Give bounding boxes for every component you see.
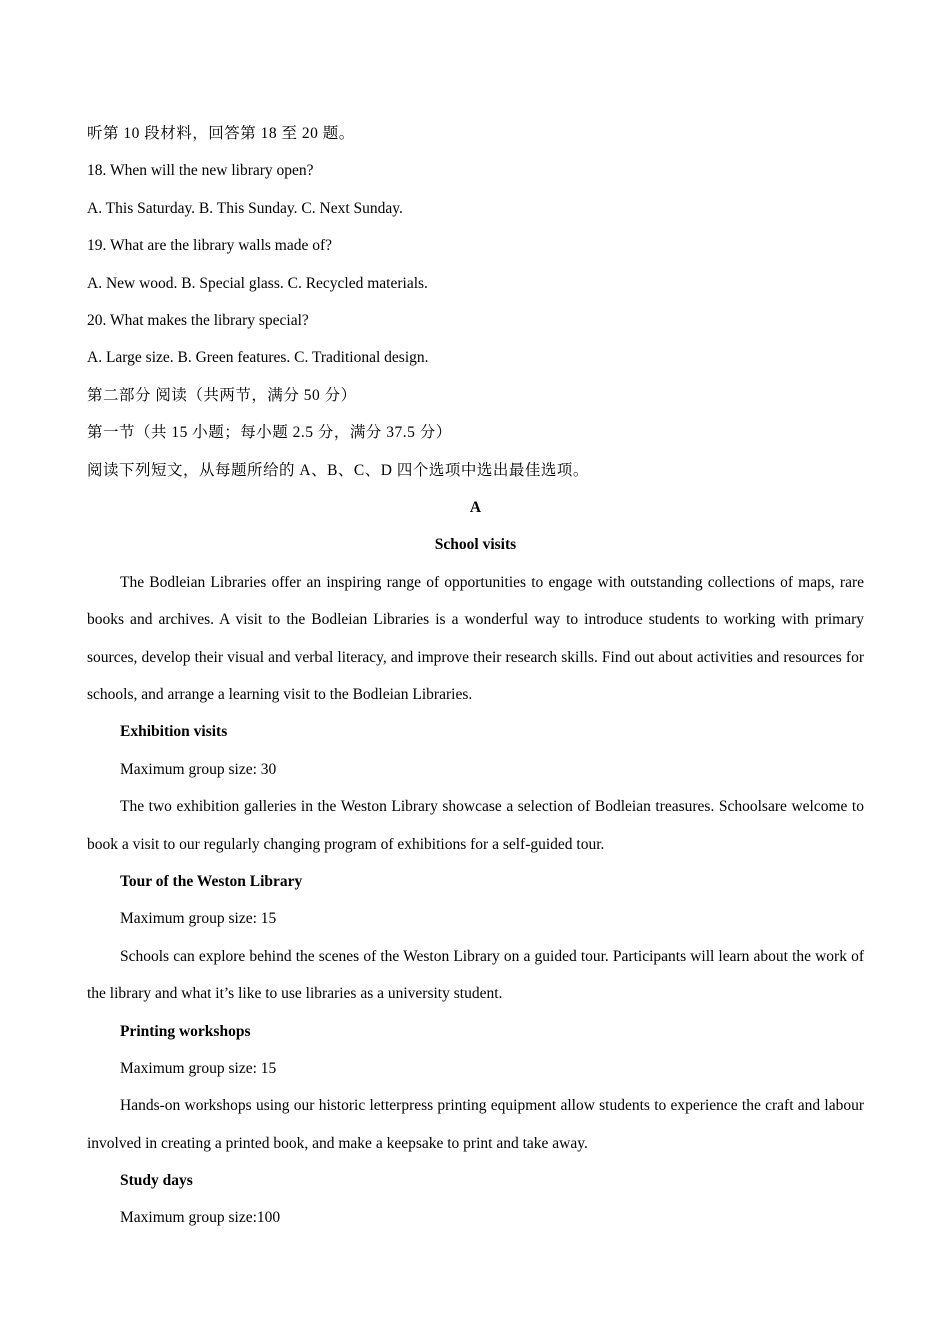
document-page <box>87 115 864 1237</box>
passage-title: School visits <box>434 536 517 554</box>
question-19-options: A. New wood. B. Special glass. C. Recycled materials. <box>87 274 428 292</box>
section-text-printing-workshops: Hands-on workshops using our historic letterpress printing equipment allow students to experience the craft and labour involved in creating a printed book, and make a keepsake to print and take away. <box>87 1097 864 1152</box>
section-one-heading: 第一节（共 15 小题；每小题 2.5 分，满分 37.5 分） <box>87 424 452 442</box>
section-group-size-exhibition-visits: Maximum group size: 30 <box>120 760 277 778</box>
listening-section-intro: 听第 10 段材料，回答第 18 至 20 题。 <box>87 125 355 142</box>
section-group-size-weston-tour: Maximum group size: 15 <box>120 910 277 928</box>
question-18-options: A. This Saturday. B. This Sunday. C. Next Sunday. <box>87 199 403 217</box>
section-heading-exhibition-visits: Exhibition visits <box>120 723 228 741</box>
passage-intro-paragraph: The Bodleian Libraries offer an inspiring range of opportunities to engage with outstanding collections of maps, rare books and archives. A visit to the Bodleian Libraries is a wonderful way to introduce students to working with primary sources, develop their visual and verbal literacy, and improve their research skills. Find out about activities and resources for schools, and arrange a learning visit to the Bodleian Libraries. <box>87 573 864 703</box>
section-text-exhibition-visits: The two exhibition galleries in the Weston Library showcase a selection of Bodleian treasures. Schoolsare welcome to book a visit to our regularly changing program of exhibitions for a self-guided tour. <box>87 798 864 853</box>
question-18-stem: 18. When will the new library open? <box>87 162 314 180</box>
question-20-options: A. Large size. B. Green features. C. Traditional design. <box>87 349 429 367</box>
section-heading-study-days: Study days <box>120 1172 193 1190</box>
section-group-size-study-days: Maximum group size:100 <box>120 1209 281 1227</box>
part-two-heading: 第二部分 阅读（共两节，满分 50 分） <box>87 386 357 404</box>
section-group-size-printing-workshops: Maximum group size: 15 <box>120 1059 277 1077</box>
section-heading-printing-workshops: Printing workshops <box>120 1022 251 1040</box>
section-text-weston-tour: Schools can explore behind the scenes of the Weston Library on a guided tour. Participants will learn about the work of the library and what it’s like to use libraries as a university student. <box>87 947 864 1003</box>
question-19-stem: 19. What are the library walls made of? <box>87 237 333 255</box>
reading-instructions: 阅读下列短文，从每题所给的 A、B、C、D 四个选项中选出最佳选项。 <box>87 461 589 479</box>
section-heading-weston-tour: Tour of the Weston Library <box>120 872 303 890</box>
passage-label: A <box>469 498 482 516</box>
question-20-stem: 20. What makes the library special? <box>87 311 309 329</box>
